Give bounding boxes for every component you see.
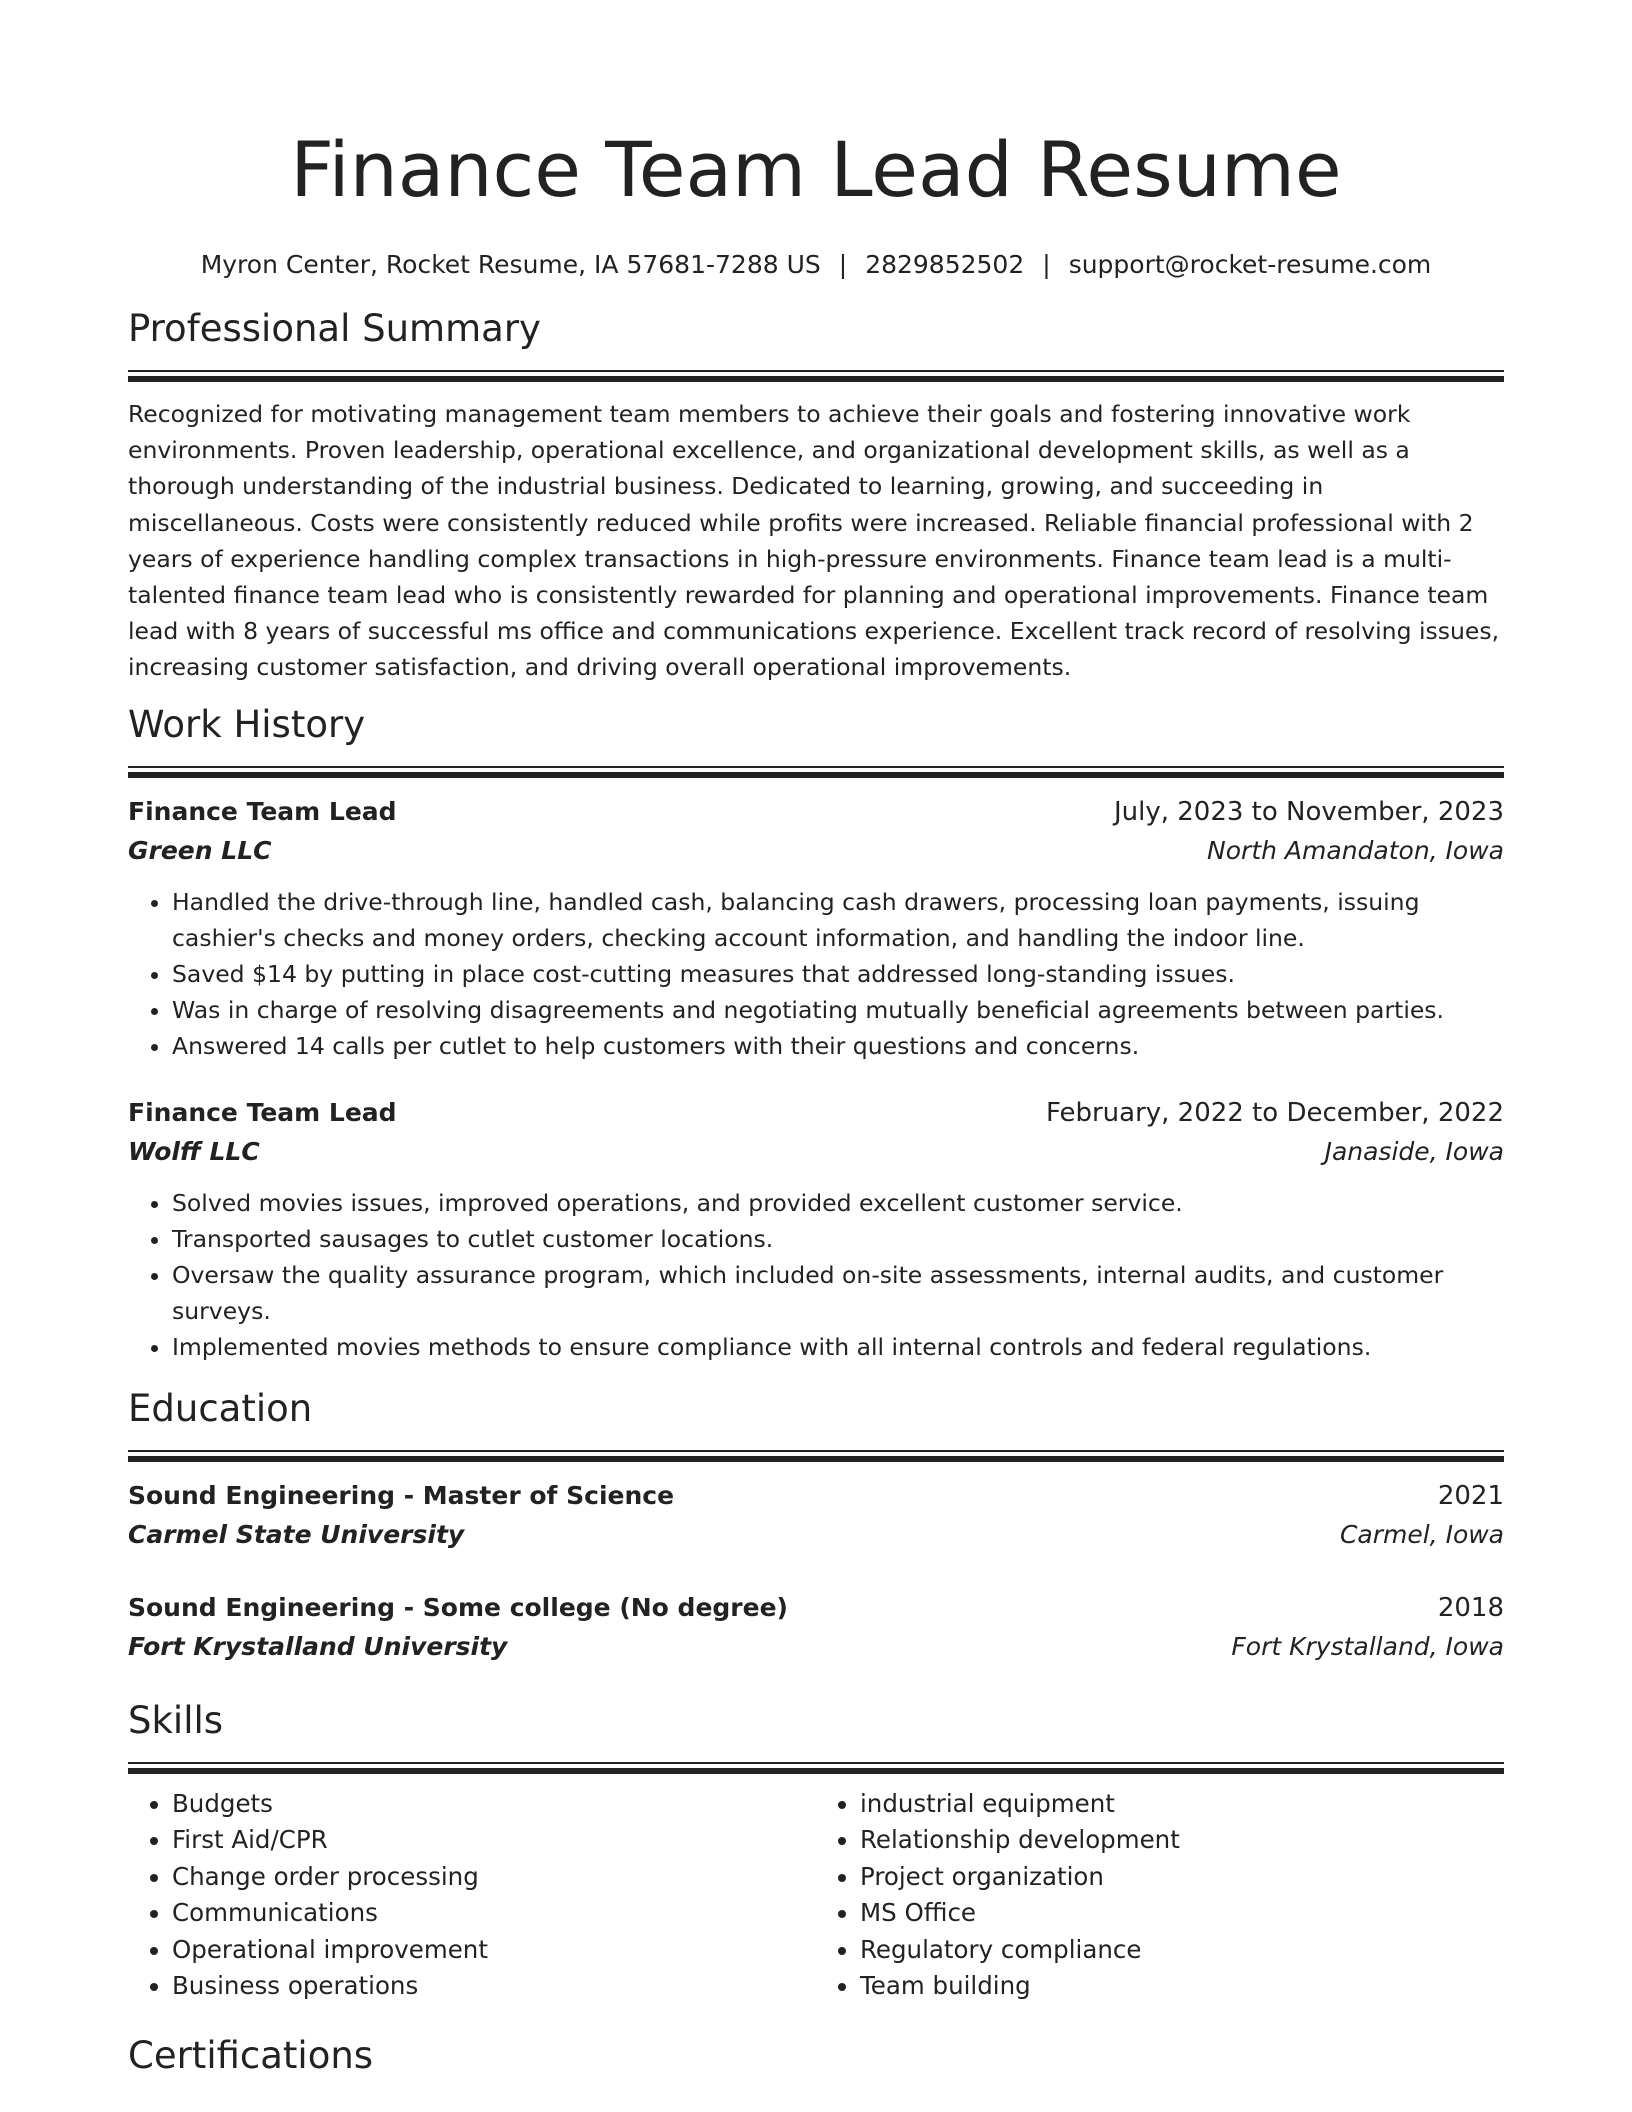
section-title-summary: Professional Summary <box>128 307 541 350</box>
contact-email: support@rocket-resume.com <box>1068 250 1432 279</box>
skills-columns <box>128 1786 1504 2005</box>
list-item: • Saved $14 by putting in place cost-cutting measures that addressed long-standing issues. <box>172 956 1504 992</box>
summary-section <box>128 304 1504 686</box>
job-company: Wolff LLC <box>128 1136 260 1166</box>
contact-separator: | <box>1042 250 1051 279</box>
education-school: Fort Krystalland University <box>128 1631 508 1661</box>
list-item: • Answered 14 calls per cutlet to help customers with their questions and concerns. <box>172 1028 1504 1064</box>
job-role: Finance Team Lead <box>128 1097 397 1127</box>
job-location: Janaside, Iowa <box>1324 1136 1504 1166</box>
contact-separator: | <box>838 250 848 279</box>
resume-page <box>128 0 1504 2081</box>
skill-item: • Project organization <box>860 1859 1504 1896</box>
section-title-skills: Skills <box>128 1698 224 1742</box>
education-location: Fort Krystalland, Iowa <box>1231 1631 1504 1661</box>
list-item: • Oversaw the quality assurance program, which included on-site assessments, internal audits, and customer surveys. <box>172 1257 1504 1329</box>
summary-text: Recognized for motivating management team members to achieve their goals and fostering innovative work environments. Proven leadership, operational excellence, and organizational development skills, as well as a thorough understanding of the industrial business. Dedicated to learning, growing, and succeeding in miscellaneous. Costs were consistently reduced while profits were increased. Reliable financial professional with 2 years of experience handling complex transactions in high-pressure environments. Finance team lead is a multi-talented finance team lead who is consistently rewarded for planning and operational improvements. Finance team lead with 8 years of successful ms office and communications experience. Excellent track record of resolving issues, increasing customer satisfaction, and driving overall operational improvements. <box>128 400 1500 682</box>
job-bullets <box>128 884 1504 1065</box>
skill-item: • Business operations <box>172 1968 816 2005</box>
job-entry <box>128 792 1504 1065</box>
skill-item: • Relationship development <box>860 1822 1504 1859</box>
skill-item: • industrial equipment <box>860 1786 1504 1823</box>
skill-item: • Communications <box>172 1895 816 1932</box>
skills-section <box>128 1696 1504 2005</box>
job-bullets <box>128 1185 1504 1366</box>
list-item: • Transported sausages to cutlet customer locations. <box>172 1221 1504 1257</box>
skills-left-list <box>128 1786 816 2005</box>
work-history-section <box>128 700 1504 1366</box>
education-entry <box>128 1476 1504 1554</box>
contact-address: Myron Center, Rocket Resume, IA 57681-7288 US <box>200 250 821 279</box>
education-location: Carmel, Iowa <box>1339 1519 1504 1549</box>
education-degree: Sound Engineering - Some college (No degree) <box>128 1592 788 1622</box>
job-dates: February, 2022 to December, 2022 <box>1045 1097 1504 1128</box>
education-section <box>128 1384 1504 1666</box>
section-divider <box>128 370 1504 382</box>
skill-item: • Operational improvement <box>172 1932 816 1969</box>
resume-title: Finance Team Lead Resume <box>290 125 1342 214</box>
section-divider <box>128 766 1504 778</box>
skill-item: • First Aid/CPR <box>172 1822 816 1859</box>
education-year: 2018 <box>1437 1592 1504 1623</box>
section-divider <box>128 1762 1504 1774</box>
education-degree: Sound Engineering - Master of Science <box>128 1480 675 1510</box>
education-year: 2021 <box>1437 1480 1504 1511</box>
list-item: • Solved movies issues, improved operations, and provided excellent customer service. <box>172 1185 1504 1221</box>
skill-item: • Budgets <box>172 1786 816 1823</box>
job-dates: July, 2023 to November, 2023 <box>1113 796 1504 827</box>
education-entry <box>128 1588 1504 1666</box>
list-item: • Handled the drive-through line, handled cash, balancing cash drawers, processing loan payments, issuing cashier's checks and money orders, checking account information, and handling the indoor line. <box>172 884 1504 956</box>
skills-right-list <box>816 1786 1504 2005</box>
list-item: • Was in charge of resolving disagreements and negotiating mutually beneficial agreements between parties. <box>172 992 1504 1028</box>
certifications-section <box>128 2031 1504 2081</box>
section-title-certifications: Certifications <box>128 2033 374 2077</box>
skill-item: • Change order processing <box>172 1859 816 1896</box>
contact-line <box>128 248 1504 282</box>
education-school: Carmel State University <box>128 1519 465 1549</box>
contact-phone: 2829852502 <box>865 250 1025 279</box>
section-title-education: Education <box>128 1386 313 1430</box>
job-role: Finance Team Lead <box>128 796 397 826</box>
skill-item: • Regulatory compliance <box>860 1932 1504 1969</box>
section-title-work: Work History <box>128 702 366 746</box>
skill-item: • MS Office <box>860 1895 1504 1932</box>
section-divider <box>128 1450 1504 1462</box>
job-company: Green LLC <box>128 835 272 865</box>
skill-item: • Team building <box>860 1968 1504 2005</box>
job-entry <box>128 1093 1504 1366</box>
list-item: • Implemented movies methods to ensure compliance with all internal controls and federal regulations. <box>172 1329 1504 1365</box>
job-location: North Amandaton, Iowa <box>1207 835 1504 865</box>
